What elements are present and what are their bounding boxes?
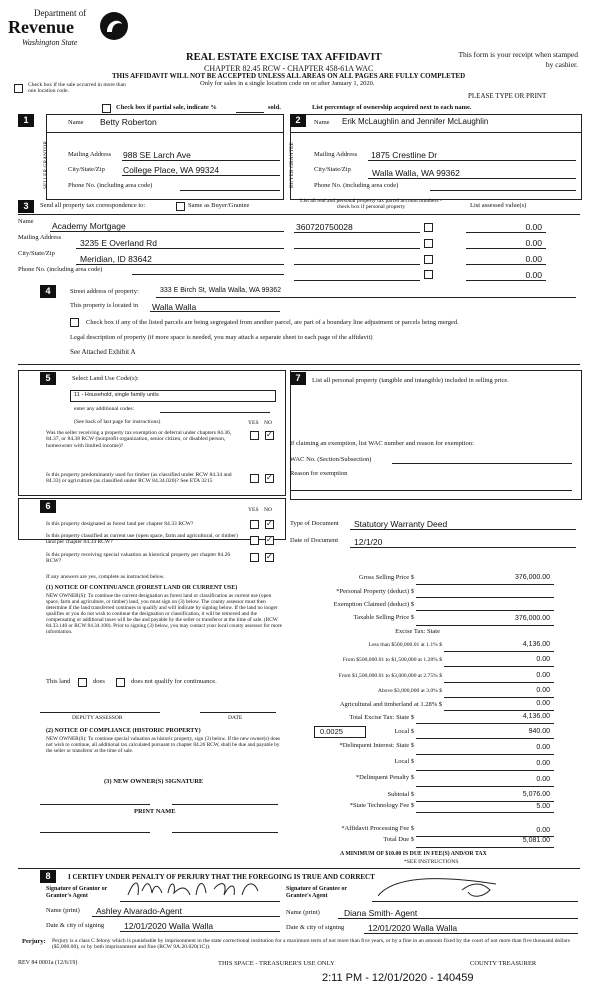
type-doc-line [350, 529, 576, 530]
parcel-1[interactable]: 360720750028 [296, 222, 353, 232]
grantee-date-line [364, 933, 578, 934]
s3-mailing-label: Mailing Address [18, 234, 62, 241]
parcel-1-checkbox[interactable] [424, 223, 433, 232]
see-instructions: *SEE INSTRUCTIONS [404, 859, 459, 865]
print-line-1 [40, 832, 150, 833]
same-as-buyer-checkbox[interactable] [176, 202, 185, 211]
new-owner-sig-title: (3) NEW OWNER(S) SIGNATURE [104, 778, 204, 785]
list-parcels-label: List all real and personal property tax parcel account numbers - check box if personal property [300, 198, 442, 211]
notice2-body: NEW OWNER(S): To continue special valuation as historic property, sign (3) below. If the new owner(s) does not wish to continue, all additional tax calculated pursuant to chapter 84.26 RCW, shall be due and payable by the seller or transferor at the time of sale. [46, 736, 281, 755]
tax-tier4-label: Above $3,000,000 at 3.0% $ [377, 688, 442, 694]
s1-mail-line [122, 160, 280, 161]
tax-delinq-int-value[interactable]: 0.00 [536, 744, 550, 751]
located-line [150, 311, 280, 312]
print-line-2 [172, 832, 278, 833]
owner-sig-line-2 [172, 804, 278, 805]
tax-total-label: Total Due $ [383, 836, 414, 843]
tax-tier4-line [444, 697, 554, 698]
s3-name-line [50, 231, 284, 232]
s2-name-label: Name [314, 119, 330, 126]
tax-exemption-line [416, 610, 554, 611]
s2-name-value[interactable]: Erik McLaughlin and Jennifer McLaughlin [342, 117, 489, 126]
assessed-3[interactable]: 0.00 [525, 254, 542, 264]
grantor-date-label: Date & city of signing [46, 922, 105, 929]
tax-tier3-label: From $1,500,000.01 to $3,000,000 at 2.75% $ [338, 673, 442, 679]
s6-q3: Is this property receiving special valuation as historical property per chapter 84.26 RCW? [46, 552, 231, 565]
partial-sale-checkbox[interactable] [102, 104, 111, 113]
s1-phone-line [180, 190, 280, 191]
s5-q1-check-icon: ✓ [266, 430, 273, 439]
same-as-buyer-label: Same as Buyer/Grantee [188, 202, 250, 209]
tax-gross-line [416, 584, 554, 585]
grantee-name-line [338, 918, 578, 919]
s3-mailing-value[interactable]: 3235 E Overland Rd [80, 238, 158, 248]
dor-logo [8, 8, 128, 56]
section-1-number: 1 [18, 114, 34, 127]
wac-label: WAC No. (Section/Subsection) [290, 456, 372, 463]
land-does-not-checkbox[interactable] [116, 678, 125, 687]
tax-delinq-local-label: Local $ [394, 758, 414, 765]
parcel-line-2 [294, 248, 420, 249]
additional-line [160, 412, 270, 413]
grantee-date-value[interactable]: 12/01/2020 Walla Walla [368, 923, 458, 933]
treasurer-space: THIS SPACE - TREASURER'S USE ONLY [218, 960, 335, 967]
s3-send-label: Send all property tax correspondence to: [40, 202, 146, 209]
tax-delinq-local-line [416, 770, 554, 771]
tax-delinq-int-line [416, 754, 554, 755]
land-does-not-label: does not qualify for continuance. [131, 678, 217, 685]
buyer-grantee-label: BUYER GRANTEE [289, 142, 295, 188]
date-doc-value[interactable]: 12/1/20 [354, 537, 383, 547]
parcel-2-checkbox[interactable] [424, 239, 433, 248]
tax-total-state-value[interactable]: 4,136.00 [522, 713, 550, 720]
section-4-number: 4 [40, 285, 56, 298]
grantee-signature[interactable] [372, 872, 502, 902]
tax-delinq-int-label: *Delinquent Interest: State $ [339, 742, 414, 749]
tax-subtotal-value[interactable]: 5,076.00 [522, 791, 550, 798]
form-subtitle: CHAPTER 82.45 RCW - CHAPTER 458-61A WAC [204, 64, 374, 73]
s2-mail-line [368, 160, 576, 161]
tax-total-state-line [416, 723, 554, 724]
grantee-sig-line [372, 901, 578, 902]
deputy-date-line [200, 712, 276, 713]
grantor-name-label: Name (print) [46, 907, 80, 914]
tax-tech-line [416, 812, 554, 813]
grantor-date-line [120, 931, 280, 932]
grantor-name-line [92, 916, 280, 917]
s2-city-label: City/State/Zip [314, 166, 351, 173]
s6-q1-yes[interactable] [250, 520, 259, 529]
s6-q3-yes[interactable] [250, 553, 259, 562]
notice1-body: NEW OWNER(S): To continue the current designation as forest land or classification as current use (open space, farm and agriculture, or timber) land, you must sign on (3) below. The county assessor must then determine if the land transferred continues to qualify and will indicate by signing below. If the land no longer qualifies or you do not wish to continue the designation or classification, it will be removed and the compensating or additional taxes will be due and payable by the seller or transferor at the time of sale. (RCW 84.33.140 or RCW 84.34.108). Prior to signing (3) below, you may contact your local county assessor for more information. [46, 593, 282, 636]
tax-total-line [416, 847, 554, 848]
parcel-line-3 [294, 264, 420, 265]
section-3-number: 3 [18, 200, 34, 213]
land-does-label: does [93, 678, 105, 685]
multi-location-label: Check box if the sale occurred in more than one location code. [28, 82, 126, 95]
street-label: Street address of property: [70, 288, 139, 295]
owner-sig-line-1 [40, 804, 150, 805]
land-use-label: Select Land Use Code(s): [72, 375, 139, 382]
assessed-line-3 [466, 264, 546, 265]
s5-q2-yes[interactable] [250, 474, 259, 483]
reason-label: Reason for exemption [290, 470, 348, 477]
located-value[interactable]: Walla Walla [152, 302, 197, 312]
s6-q1: Is this property designated as forest land per chapter 84.33 RCW? [46, 521, 194, 527]
segregated-checkbox[interactable] [70, 318, 79, 327]
s3-phone-line [132, 274, 284, 275]
s1-name-value[interactable]: Betty Roberton [100, 117, 157, 127]
partial-sold-label: sold. [268, 104, 281, 111]
s6-no-header: NO [264, 507, 273, 513]
tax-tier1-line [444, 651, 554, 652]
sig-grantee-label: Signature of Grantee or Grantee's Agent [286, 886, 347, 900]
tax-total-value[interactable]: 5,081.00 [522, 837, 550, 844]
tax-taxable-line [416, 625, 554, 626]
tax-table [290, 572, 580, 824]
tax-tech-label: *State Technology Fee $ [349, 802, 414, 809]
section-7-number: 7 [290, 372, 306, 385]
land-does-checkbox[interactable] [78, 678, 87, 687]
legal-line [18, 364, 580, 365]
perjury-text: Perjury is a class C felony which is punishable by imprisonment in the state correctional institution for a maximum term of not more than five years, or by a fine in an amount fixed by the court of not more than five thousand dollars ($5,000.00), or by both imprisonment and fine (RCW 9A.20.020(1C)). [52, 938, 570, 951]
tax-ag-label: Agricultural and timberland at 1.28% $ [339, 701, 442, 708]
seller-grantor-label: SELLER GRANTOR [43, 140, 49, 190]
s3-city-label: City/State/Zip [18, 250, 55, 257]
tax-total-state-label: Total Excise Tax: State $ [349, 714, 414, 721]
logo-revenue: Revenue [8, 17, 74, 37]
tax-penalty-value[interactable]: 0.00 [536, 776, 550, 783]
tax-excise-label: Excise Tax: State [395, 628, 440, 635]
minimum-note: A MINIMUM OF $10.00 IS DUE IN FEE(S) AND/OR TAX [340, 851, 487, 857]
s3-city-line [76, 264, 284, 265]
tax-tier2-label: From $500,000.01 to $1,500,000 at 1.28% $ [342, 657, 442, 663]
partial-pct-line [236, 112, 264, 113]
s1-divider [46, 132, 284, 133]
perjury-label: Perjury: [22, 938, 46, 945]
deputy-date-label: DATE [228, 715, 243, 721]
s1-city-label: City/State/Zip [68, 166, 105, 173]
tax-ag-value[interactable]: 0.00 [536, 700, 550, 707]
street-value[interactable]: 333 E Birch St, Walla Walla, WA 99362 [160, 287, 281, 294]
tax-delinq-local-value[interactable]: 0.00 [536, 760, 550, 767]
tax-gross-label: Gross Selling Price $ [358, 574, 414, 581]
type-doc-label: Type of Document [290, 520, 339, 527]
tax-taxable-value[interactable]: 376,000.00 [514, 615, 550, 622]
tax-taxable-label: Taxable Selling Price $ [353, 614, 414, 621]
s2-phone-line [430, 190, 576, 191]
certify-label: I CERTIFY UNDER PENALTY OF PERJURY THAT THE FOREGOING IS TRUE AND CORRECT [68, 873, 375, 881]
s3-city-value[interactable]: Meridian, ID 83642 [80, 254, 152, 264]
deputy-line [40, 712, 160, 713]
parcel-line-4 [294, 280, 420, 281]
local-rate-value[interactable]: 0.0025 [320, 727, 343, 736]
tax-gross-value[interactable]: 376,000.00 [514, 574, 550, 581]
grantor-sig-line [120, 901, 280, 902]
assessed-2[interactable]: 0.00 [525, 238, 542, 248]
type-doc-value[interactable]: Statutory Warranty Deed [354, 519, 448, 529]
tax-tier1-label: Less than $500,000.01 at 1.1% $ [368, 642, 442, 648]
assessed-line-4 [466, 280, 546, 281]
tax-subtotal-line [416, 801, 554, 802]
s6-yes-header: YES [248, 507, 259, 513]
s6-q2-check-icon: ✓ [266, 535, 273, 544]
s5-no-header: NO [264, 420, 273, 426]
ownership-pct-label: List percentage of ownership acquired next to each name. [312, 104, 472, 111]
print-name-label: PRINT NAME [134, 808, 176, 815]
s6-q1-check-icon: ✓ [266, 519, 273, 528]
s5-q1-yes[interactable] [250, 431, 259, 440]
grantor-signature[interactable] [124, 875, 264, 901]
multi-location-checkbox[interactable] [14, 84, 23, 93]
s3-mail-line [76, 248, 284, 249]
s2-divider [290, 132, 582, 133]
grantee-name-value[interactable]: Diana Smith- Agent [344, 908, 418, 918]
s1-city-line [122, 175, 280, 176]
date-doc-line [350, 547, 576, 548]
this-land-label: This land [46, 678, 71, 685]
assessed-line-2 [466, 248, 546, 249]
warning-line: THIS AFFIDAVIT WILL NOT BE ACCEPTED UNLESS ALL AREAS ON ALL PAGES ARE FULLY COMPLETED [112, 72, 466, 80]
tax-tier1-value[interactable]: 4,136.00 [522, 641, 550, 648]
land-use-value[interactable]: 11 - Household, single family units [74, 392, 159, 398]
s2-mailing-value[interactable]: 1875 Crestline Dr [371, 150, 438, 160]
tax-penalty-label: *Delinquent Penalty $ [355, 774, 414, 781]
tax-personal-line [416, 597, 554, 598]
county-treasurer: COUNTY TREASURER [470, 960, 537, 967]
tax-tier3-line [444, 682, 554, 683]
revenue-swirl-icon [98, 10, 130, 42]
reason-line-1 [290, 490, 572, 491]
tax-affidavit-label: *Affidavit Processing Fee $ [341, 825, 414, 832]
date-doc-label: Date of Document [290, 537, 339, 544]
s1-mailing-label: Mailing Address [68, 151, 112, 158]
s2-phone-label: Phone No. (including area code) [314, 182, 399, 189]
s6-q3-check-icon: ✓ [266, 552, 273, 561]
wac-line [392, 463, 572, 464]
s5-yes-header: YES [248, 420, 259, 426]
parcel-line-1 [294, 232, 420, 233]
tax-exemption-label: Exemption Claimed (deduct) $ [333, 601, 414, 608]
s3-top-line [18, 214, 580, 215]
sig-grantor-label: Signature of Grantor or Grantor's Agent [46, 886, 108, 900]
tax-local-value[interactable]: 940.00 [528, 728, 550, 735]
s2-city-line [368, 178, 576, 179]
section-7-box [290, 370, 582, 500]
tax-penalty-line [416, 786, 554, 787]
tax-affidavit-value[interactable]: 0.00 [536, 827, 550, 834]
grantor-date-value[interactable]: 12/01/2020 Walla Walla [124, 921, 214, 931]
tax-subtotal-label: Subtotal $ [387, 791, 414, 798]
s2-city-value[interactable]: Walla Walla, WA 99362 [372, 168, 460, 178]
tax-personal-label: *Personal Property (deduct) $ [336, 588, 414, 595]
s3-phone-label: Phone No. (including area code) [18, 266, 103, 273]
segregated-label: Check box if any of the listed parcels are being segregated from another parcel, are part of a boundary line adjustment or parcels being merged. [86, 319, 459, 326]
legal-desc-label: Legal description of property (if more space is needed, you may attach a separate sheet to each page of the affidavit) [70, 334, 373, 341]
located-label: This property is located in [70, 302, 139, 309]
tax-local-line [416, 738, 554, 739]
s3-name-label: Name [18, 218, 34, 225]
parcel-4-checkbox[interactable] [424, 270, 433, 279]
s5-q2-check-icon: ✓ [266, 473, 273, 482]
parcel-3-checkbox[interactable] [424, 255, 433, 264]
deputy-label: DEPUTY ASSESSOR [72, 715, 123, 721]
only-for-sales: Only for sales in a single location code on or after January 1, 2020. [200, 80, 375, 87]
please-type: PLEASE TYPE OR PRINT [468, 92, 547, 100]
notice2-title: (2) NOTICE OF COMPLIANCE (HISTORIC PROPERTY) [46, 728, 201, 734]
s6-q2-yes[interactable] [250, 536, 259, 545]
legal-desc-value[interactable]: See Attached Exhibit A [70, 348, 136, 356]
s1-mailing-value[interactable]: 988 SE Larch Ave [123, 150, 191, 160]
additional-codes-label: enter any additional codes: [74, 406, 135, 412]
street-line [156, 297, 576, 298]
tax-local-label: Local $ [394, 728, 414, 735]
tax-tier2-value[interactable]: 0.00 [536, 656, 550, 663]
partial-sale-label: Check box if partial sale, indicate % [116, 104, 217, 111]
see-back-label: (See back of last page for instructions) [74, 419, 161, 425]
tax-tech-value[interactable]: 5.00 [536, 803, 550, 810]
section-5-number: 5 [40, 372, 56, 385]
tax-ag-line [444, 710, 554, 711]
section-8-number: 8 [40, 870, 56, 883]
receipt-note: This form is your receipt when stamped by cashier. [458, 50, 578, 69]
assessed-header: List assessed value(s) [470, 202, 527, 209]
s6-q2: Is this property classified as current use (open space, farm and agricultural, or timber) land per chapter 84.34 RCW? [46, 533, 238, 546]
list-personal-label: List all personal property (tangible and intangible) included in selling price. [312, 377, 509, 384]
s1-city-value[interactable]: College Place, WA 99324 [123, 165, 220, 175]
recording-stamp: 2:11 PM - 12/01/2020 - 140459 [322, 972, 474, 984]
rev-number: REV 84 0001a (12/6/19) [18, 960, 78, 966]
logo-dept: Department of [34, 8, 87, 18]
s8-top-line [18, 868, 580, 869]
tax-tier3-value[interactable]: 0.00 [536, 672, 550, 679]
tax-tier2-line [444, 666, 554, 667]
if-yes-note: If any answers are yes, complete as instructed below. [46, 574, 165, 580]
assessed-4[interactable]: 0.00 [525, 270, 542, 280]
s1-phone-label: Phone No. (including area code) [68, 182, 153, 189]
section-6-number: 6 [40, 500, 56, 513]
s5-q2: Is this property predominantly used for timber (as classified under RCW 84.34 and 84.33) or agriculture (as classified under RCW 84.34.020)? See ETA 3215 [46, 472, 232, 485]
s2-mailing-label: Mailing Address [314, 151, 358, 158]
assessed-line-1 [466, 232, 546, 233]
assessed-1[interactable]: 0.00 [525, 222, 542, 232]
grantee-date-label: Date & city of signing [286, 924, 345, 931]
s3-name-value[interactable]: Academy Mortgage [52, 221, 126, 231]
notice1-title: (1) NOTICE OF CONTINUANCE (FOREST LAND OR CURRENT USE) [46, 585, 238, 591]
logo-state: Washington State [22, 38, 78, 47]
grantee-name-label: Name (print) [286, 909, 320, 916]
grantor-name-value[interactable]: Ashley Alvarado-Agent [96, 906, 182, 916]
s1-name-label: Name [68, 119, 84, 126]
form-title: REAL ESTATE EXCISE TAX AFFIDAVIT [186, 52, 382, 63]
tax-tier4-value[interactable]: 0.00 [536, 687, 550, 694]
exemption-label: If claiming an exemption, list WAC number and reason for exemption: [290, 440, 474, 447]
section-2-number: 2 [290, 114, 306, 127]
s5-q1: Was the seller receiving a property tax exemption or deferral under chapters 84.36, 84.37, or 84.38 RCW (nonprofit organization, senior citizen, or disabled person, homeowner with limited income)? [46, 430, 232, 449]
